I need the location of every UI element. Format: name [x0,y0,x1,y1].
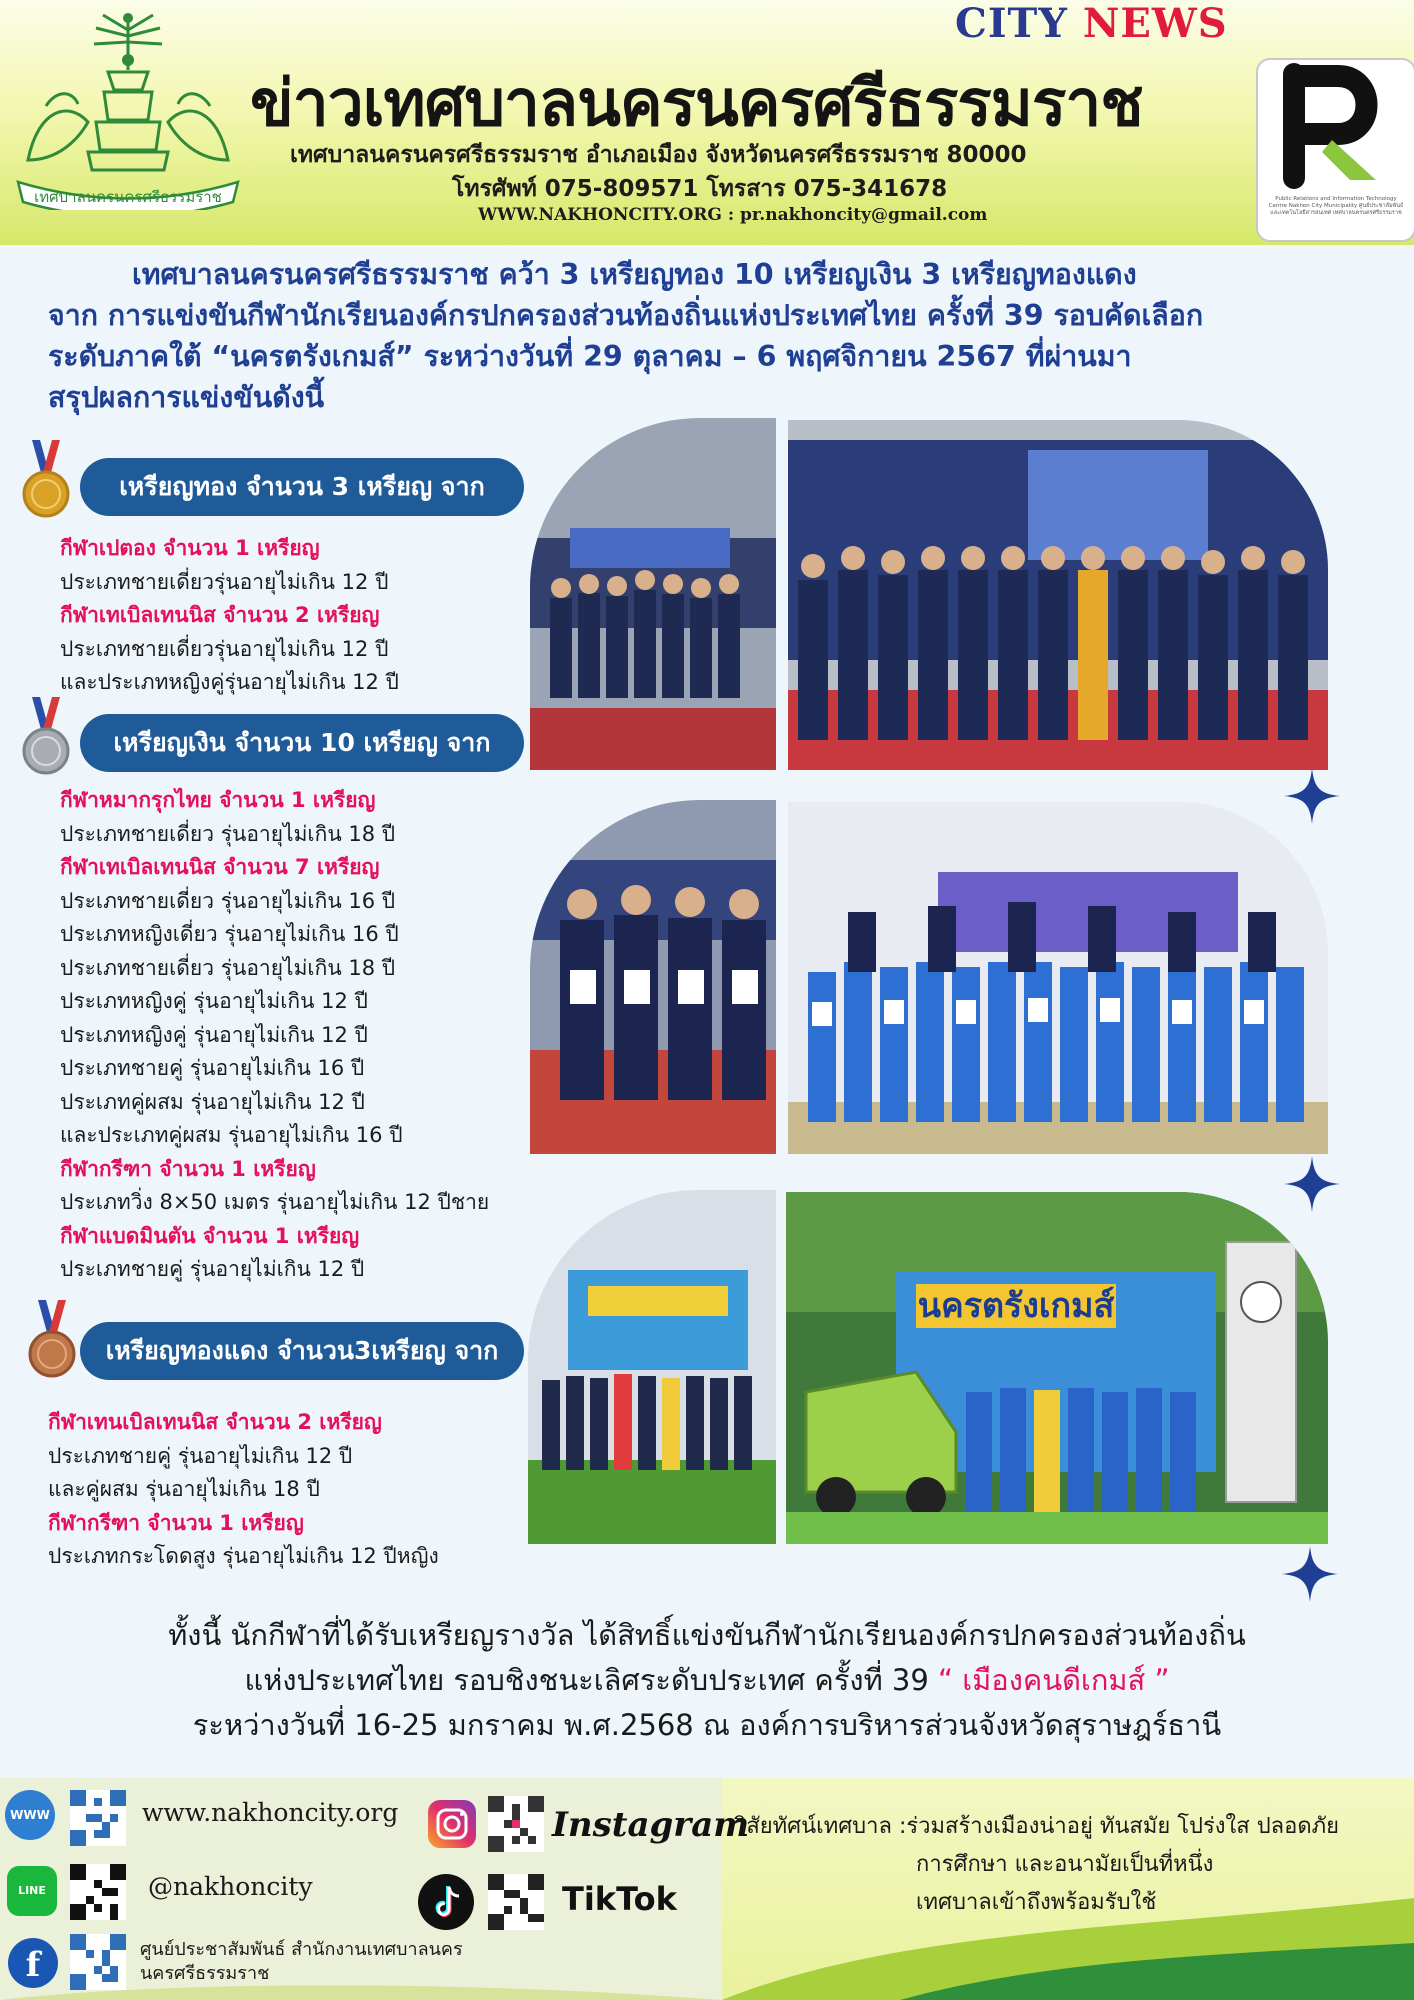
bronze-medal-list [48,1406,439,1574]
closing-paragraph [0,1613,1414,1748]
sparkle-icon [1284,1156,1340,1212]
sport-heading: กีฬาหมากรุกไทย จำนวน 1 เหรียญ [60,788,376,812]
event-item: ประเภทหญิงคู่ รุ่นอายุไม่เกิน 12 ปี [60,989,368,1013]
instagram-icon[interactable] [428,1800,476,1848]
sport-heading: กีฬาแบดมินตัน จำนวน 1 เหรียญ [60,1223,360,1248]
silver-medal-list [60,784,489,1287]
photo-team-5 [528,1190,776,1544]
website-qr-code [70,1790,126,1846]
vision-line-3: เทศบาลเข้าถึงพร้อมรับใช้ [916,1890,1157,1915]
sport-heading: กีฬาเทเบิลเทนนิส จำนวน 7 เหรียญ [60,855,380,879]
sport-heading: กีฬากรีฑา จำนวน 1 เหรียญ [60,1156,316,1181]
headline [48,254,1388,418]
city-news-word-2: NEWS [1082,0,1228,47]
event-item: และประเภทหญิงคู่รุ่นอายุไม่เกิน 12 ปี [60,670,399,694]
gold-medal-heading: เหรียญทอง จำนวน 3 เหรียญ จาก [80,458,524,516]
headline-line-3: ระดับภาคใต้ “นครตรังเกมส์” ระหว่างวันที่ 29 ตุลาคม – 6 พฤศจิกายน 2567 ที่ผ่านมา [48,340,1132,373]
event-item: ประเภทหญิงคู่ รุ่นอายุไม่เกิน 12 ปี [60,1022,368,1047]
instagram-wordmark[interactable]: Instagram [552,1805,750,1845]
event-item: ประเภทหญิงเดี่ยว รุ่นอายุไม่เกิน 16 ปี [60,922,399,946]
city-news-logo [955,0,1228,47]
municipality-crest-logo [8,10,248,210]
sport-heading: กีฬาเทเบิลเทนนิส จำนวน 2 เหรียญ [60,603,380,627]
event-item: ประเภทชายคู่ รุ่นอายุไม่เกิน 12 ปี [60,1257,365,1281]
event-item: และประเภทคู่ผสม รุ่นอายุไม่เกิน 16 ปี [60,1123,403,1147]
pr-center-logo [1256,58,1414,242]
silver-medal-icon [20,697,72,777]
tiktok-qr-code [488,1874,544,1930]
event-item: และคู่ผสม รุ่นอายุไม่เกิน 18 ปี [48,1477,320,1501]
line-icon-label: LINE [18,1884,46,1897]
silver-medal-heading: เหรียญเงิน จำนวน 10 เหรียญ จาก [80,714,524,772]
masthead-header [0,0,1414,245]
pr-logo-mark [1258,60,1414,194]
pr-logo-letter: P [1258,60,1259,61]
footer-line-id[interactable]: @nakhoncity [148,1872,313,1901]
sport-heading: กีฬาเปตอง จำนวน 1 เหรียญ [60,536,320,560]
photo-team-3 [530,800,776,1154]
gold-medal-icon [20,440,72,520]
municipal-vision [734,1808,1339,1922]
instagram-qr-code [488,1796,544,1852]
facebook-icon[interactable]: f [8,1938,58,1988]
sparkle-icon [1282,1546,1338,1602]
sport-heading: กีฬากรีฑา จำนวน 1 เหรียญ [48,1510,304,1535]
bronze-medal-icon [26,1300,78,1380]
footer [0,1778,1414,2000]
masthead-website: WWW.NAKHONCITY.ORG : pr.nakhoncity@gmail.com [478,205,988,225]
closing-line-1: ทั้งนี้ นักกีฬาที่ได้รับเหรียญรางวัล ได้สิทธิ์แข่งขันกีฬานักเรียนองค์กรปกครองส่วนท้องถิ่น [168,1618,1246,1652]
line-qr-code [70,1864,126,1920]
closing-line-2 [0,1658,1414,1703]
facebook-qr-code [70,1934,126,1990]
photo-team-4 [788,802,1328,1154]
tiktok-wordmark[interactable]: TikTok [562,1880,677,1918]
event-item: ประเภทชายเดี่ยว รุ่นอายุไม่เกิน 16 ปี [60,888,396,913]
headline-line-2: จาก การแข่งขันกีฬานักเรียนองค์กรปกครองส่วนท้องถิ่นแห่งประเทศไทย ครั้งที่ 39 รอบคัดเลือก [48,299,1204,332]
closing-line-3: ระหว่างวันที่ 16-25 มกราคม พ.ศ.2568 ณ องค์การบริหารส่วนจังหวัดสุราษฎร์ธานี [192,1708,1222,1742]
sparkle-icon [1284,768,1340,824]
footer-facebook-line-2: นครศรีธรรมราช [140,1963,270,1984]
closing-game-name: “ เมืองคนดีเกมส์ ” [938,1663,1170,1697]
event-item: ประเภทชายคู่ รุ่นอายุไม่เกิน 12 ปี [48,1443,353,1468]
line-icon[interactable] [7,1866,57,1916]
city-news-word-1: CITY [955,0,1068,47]
event-item: ประเภทชายเดี่ยวรุ่นอายุไม่เกิน 12 ปี [60,636,389,661]
tiktok-icon[interactable] [418,1874,474,1930]
footer-facebook-name[interactable] [140,1938,463,1986]
masthead-phone: โทรศัพท์ 075-809571 โทรสาร 075-341678 [452,176,948,202]
event-item: ประเภทชายเดี่ยว รุ่นอายุไม่เกิน 18 ปี [60,821,396,846]
vision-line-1: วิสัยทัศน์เทศบาล :ร่วมสร้างเมืองน่าอยู่ ทันสมัย โปร่งใส ปลอดภัย [734,1814,1340,1839]
website-icon[interactable] [5,1790,55,1840]
event-item: ประเภทชายเดี่ยวรุ่นอายุไม่เกิน 12 ปี [60,569,389,594]
photo-team-2 [788,420,1328,770]
footer-facebook-line-1: ศูนย์ประชาสัมพันธ์ สำนักงานเทศบาลนคร [140,1939,463,1960]
event-item: ประเภทกระโดดสูง รุ่นอายุไม่เกิน 12 ปีหญิง [48,1544,439,1568]
masthead-title: ข่าวเทศบาลนครนครศรีธรรมราช [250,67,1143,141]
website-icon-label: WWW [10,1808,50,1822]
crest-text: เทศบาลนครนครศรีธรรมราช [34,188,222,206]
event-item: ประเภทชายเดี่ยว รุ่นอายุไม่เกิน 18 ปี [60,955,396,980]
event-item: ประเภทชายคู่ รุ่นอายุไม่เกิน 16 ปี [60,1056,365,1080]
event-item: ประเภทวิ่ง 8×50 เมตร รุ่นอายุไม่เกิน 12 ปีชาย [60,1190,490,1214]
event-item: ประเภทคู่ผสม รุ่นอายุไม่เกิน 12 ปี [60,1089,365,1114]
vision-line-2: การศึกษา และอนามัยเป็นที่หนึ่ง [916,1852,1214,1877]
photo-team-6 [786,1192,1328,1544]
sport-heading: กีฬาเทนเบิลเทนนิส จำนวน 2 เหรียญ [48,1410,382,1434]
masthead-address: เทศบาลนครนครศรีธรรมราช อำเภอเมือง จังหวัดนครศรีธรรมราช 80000 [290,142,1027,168]
pr-logo-fine-print: Public Relations and Information Technology Centre Nakhon City Municipality ศูนย์ประชาสัมพันธ์และเทคโนโลยีสารสนเทศ เทศบาลนครนครศรีธรรมราช [1268,196,1404,216]
photo-team-1 [530,418,776,770]
gold-medal-list [60,532,399,700]
closing-line-2-text: แห่งประเทศไทย รอบชิงชนะเลิศระดับประเทศ ครั้งที่ 39 [244,1663,929,1697]
bronze-medal-heading: เหรียญทองแดง จำนวน3เหรียญ จาก [80,1322,524,1380]
headline-line-4: สรุปผลการแข่งขันดังนี้ [48,381,325,414]
headline-line-1: เทศบาลนครนครศรีธรรมราช คว้า 3 เหรียญทอง 10 เหรียญเงิน 3 เหรียญทองแดง [132,258,1137,291]
banner-text: นครตรังเกมส์ [917,1286,1115,1326]
footer-website[interactable]: www.nakhoncity.org [142,1798,399,1827]
